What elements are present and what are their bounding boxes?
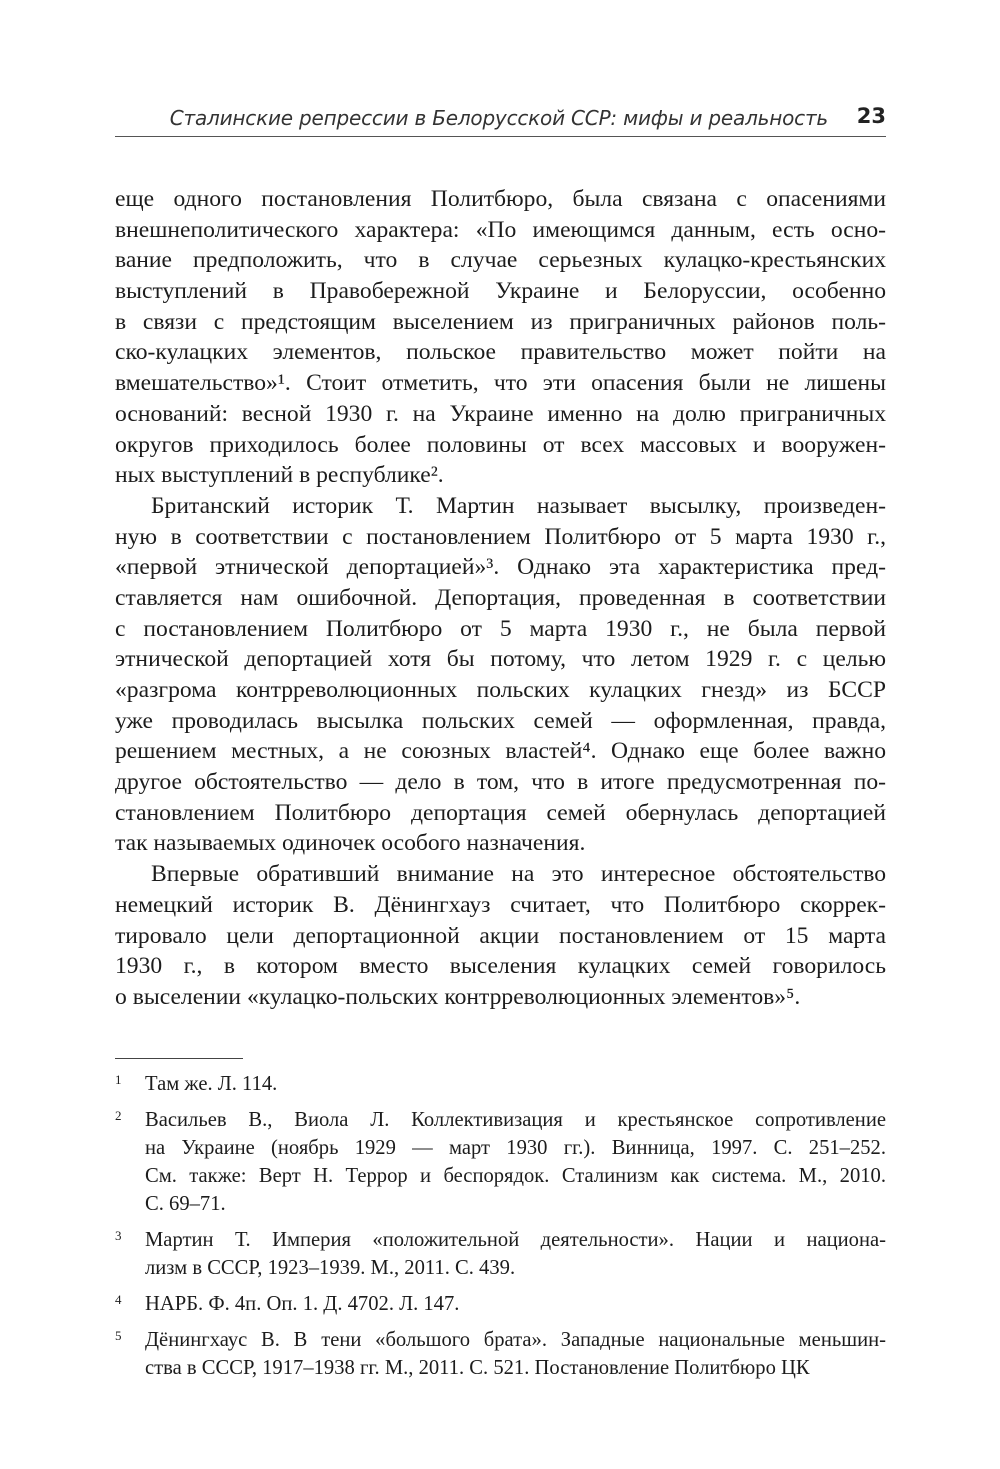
footnote <box>115 1070 886 1098</box>
text-line: вание предположить, что в случае серьезных кулацко-крестьянских <box>115 247 886 274</box>
text-line: этнической депортацией хотя бы потому, что летом 1929 г. с целью <box>115 646 886 673</box>
footnote-line: на Украине (ноябрь 1929 — март 1930 гг.). Винница, 1997. С. 251–252. <box>145 1137 886 1159</box>
running-title: Сталинские репрессии в Белорусской ССР: мифы и реальность <box>169 106 828 130</box>
text-line: внешнеполитического характера: «По имеющимся данным, есть осно- <box>115 216 886 243</box>
footnote <box>115 1106 886 1218</box>
text-line: другое обстоятельство — дело в том, что в итоге предусмотренная по- <box>115 769 886 796</box>
text-line: становлением Политбюро депортация семей обернулась депортацией <box>115 799 886 826</box>
running-header <box>115 100 886 137</box>
text-line: с постановлением Политбюро от 5 марта 1930 г., не была первой <box>115 615 886 642</box>
text-line: 1930 г., в котором вместо выселения кулацких семей говорилось <box>115 953 886 980</box>
footnote-line: См. также: Верт Н. Террор и беспорядок. Сталинизм как система. М., 2010. <box>145 1165 886 1187</box>
text-line: ную в соответствии с постановлением Политбюро от 5 марта 1930 г., <box>115 523 886 550</box>
footnote-number: 4 <box>115 1292 122 1307</box>
text-line: выступлений в Правобережной Украине и Белоруссии, особенно <box>115 278 886 305</box>
footnotes <box>115 1070 886 1390</box>
footnote-number: 3 <box>115 1228 122 1243</box>
paragraph <box>115 184 886 491</box>
text-line: немецкий историк В. Дёнингхауз считает, что Политбюро скоррек- <box>115 891 886 918</box>
text-line: о выселении «кулацко-польских контрреволюционных элементов»⁵. <box>115 983 801 1010</box>
text-line: ско-кулацких элементов, польское правительство может пойти на <box>115 339 886 366</box>
footnote-line: Дёнингхаус В. В тени «большого брата». Западные национальные меньшин- <box>145 1329 886 1351</box>
footnote-line: ства в СССР, 1917–1938 гг. М., 2011. С. 521. Постановление Политбюро ЦК <box>145 1357 810 1379</box>
text-line: так называемых одиночек особого назначения. <box>115 830 586 857</box>
page-number: 23 <box>856 104 886 128</box>
paragraph <box>115 859 886 1012</box>
text-line: «первой этнической депортацией»³. Однако эта характеристика пред- <box>115 554 886 581</box>
footnote-line: Там же. Л. 114. <box>145 1073 278 1095</box>
footnote-line: лизм в СССР, 1923–1939. М., 2011. С. 439. <box>145 1257 516 1279</box>
footnote-line: НАРБ. Ф. 4п. Оп. 1. Д. 4702. Л. 147. <box>145 1293 460 1315</box>
footnote-separator <box>115 1058 243 1059</box>
body-text <box>115 184 886 1013</box>
text-line: Впервые обративший внимание на это интересное обстоятельство <box>151 861 886 888</box>
text-line: оснований: весной 1930 г. на Украине именно на долю приграничных <box>115 400 886 427</box>
footnote <box>115 1326 886 1382</box>
paragraph <box>115 491 886 859</box>
footnote <box>115 1290 886 1318</box>
footnote-number: 1 <box>115 1072 122 1087</box>
text-line: еще одного постановления Политбюро, была связана с опасениями <box>115 186 886 212</box>
text-line: тировало цели депортационной акции постановлением от 15 марта <box>115 922 886 949</box>
text-line: «разгрома контрреволюционных польских кулацких гнезд» из БССР <box>115 677 886 703</box>
footnote-number: 2 <box>115 1108 122 1123</box>
text-line: решением местных, а не союзных властей⁴. Однако еще более важно <box>115 738 886 765</box>
text-line: ставляется нам ошибочной. Депортация, проведенная в соответствии <box>115 584 886 611</box>
text-line: ных выступлений в республике². <box>115 462 444 489</box>
text-line: уже проводилась высылка польских семей — оформленная, правда, <box>115 707 886 734</box>
footnote <box>115 1226 886 1282</box>
text-line: вмешательство»¹. Стоит отметить, что эти опасения были не лишены <box>115 370 886 397</box>
text-line: в связи с предстоящим выселением из приграничных районов поль- <box>115 308 886 335</box>
footnote-line: Васильев В., Виола Л. Коллективизация и крестьянское сопротивление <box>145 1109 886 1131</box>
footnote-line: Мартин Т. Империя «положительной деятельности». Нации и национа- <box>145 1229 886 1251</box>
footnote-number: 5 <box>115 1328 122 1343</box>
text-line: Британский историк Т. Мартин называет высылку, произведен- <box>151 492 886 519</box>
text-line: округов приходилось более половины от всех массовых и вооружен- <box>115 431 886 458</box>
footnote-line: С. 69–71. <box>145 1193 226 1215</box>
